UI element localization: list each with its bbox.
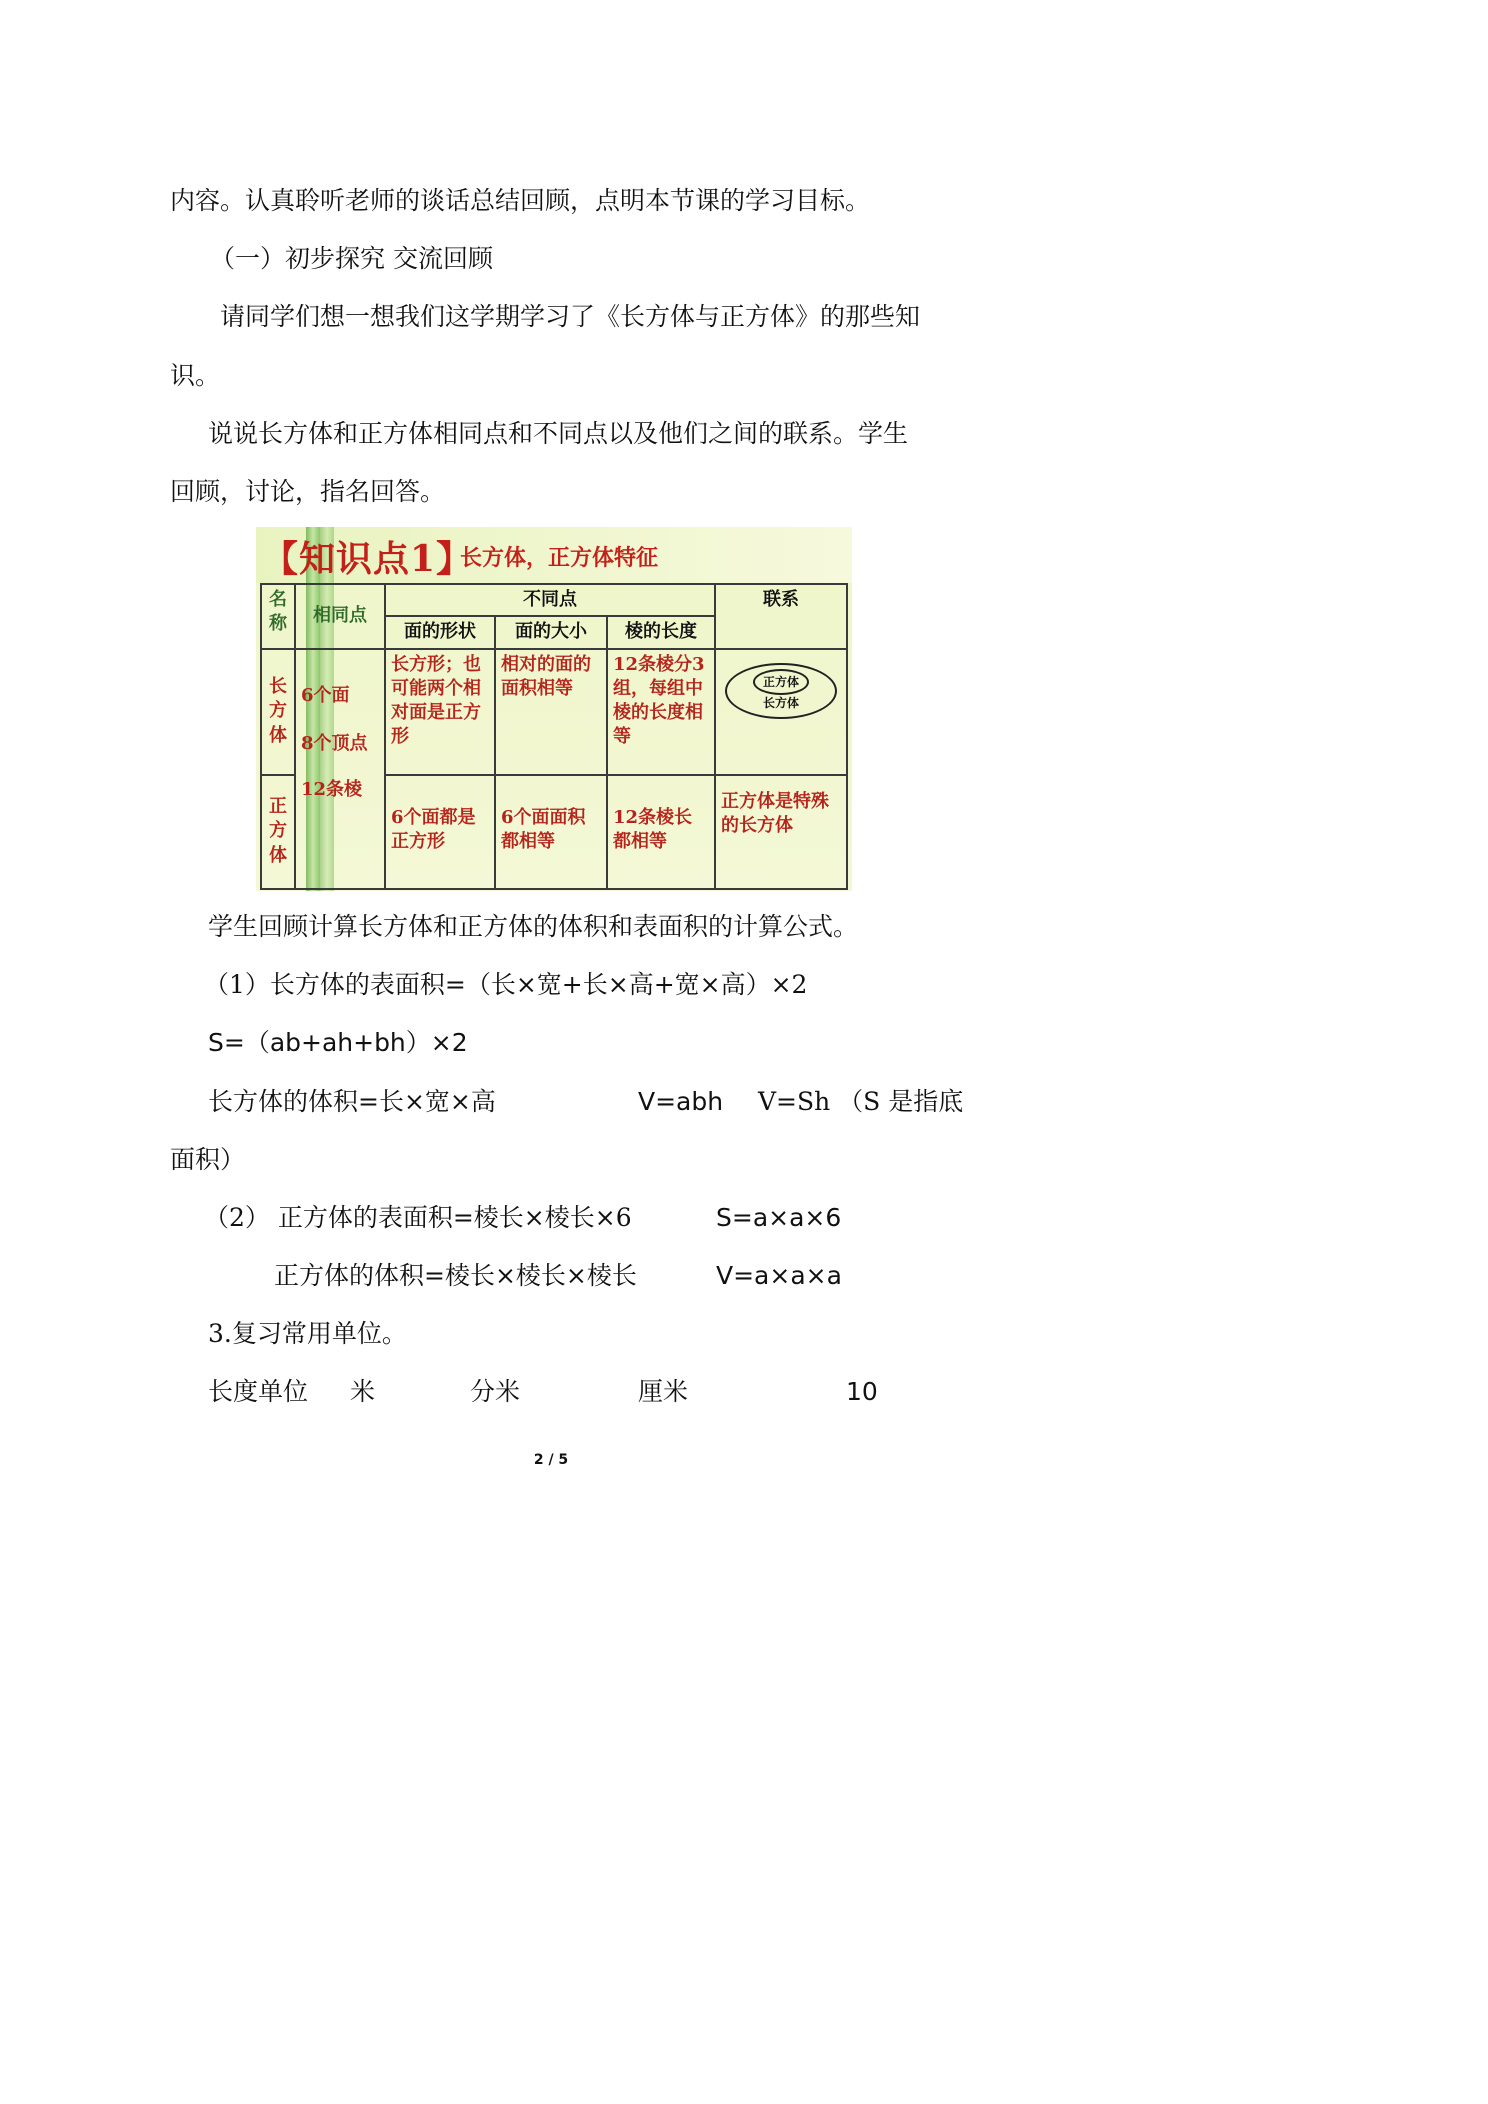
same-points-cell [295, 649, 385, 889]
header-edge: 棱的长度 [607, 616, 715, 648]
formula: V=Sh （S 是指底 [758, 1087, 964, 1116]
formula: （2） 正方体的表面积=棱长×棱长×6 [204, 1203, 632, 1232]
unit-label: 米 [350, 1377, 376, 1406]
header-size: 面的大小 [495, 616, 607, 648]
cube-size: 6个面面积都相等 [495, 775, 607, 889]
paragraph: 识。 [170, 361, 221, 390]
same-point: 6个面 [301, 684, 350, 706]
set-ellipse-diagram [725, 663, 837, 719]
header-link: 联系 [715, 584, 847, 649]
paragraph: 回顾，讨论，指名回答。 [170, 477, 446, 506]
formula: （1）长方体的表面积=（长×宽+长×高+宽×高）×2 [204, 970, 808, 999]
paragraph: 学生回顾计算长方体和正方体的体积和表面积的计算公式。 [208, 912, 859, 941]
figure-subtitle: 长方体，正方体特征 [460, 545, 659, 571]
paragraph: 请同学们想一想我们这学期学习了《长方体与正方体》的那些知 [220, 302, 921, 331]
row-cube-name: 正方体 [261, 775, 295, 889]
section-heading: （一）初步探究 交流回顾 [210, 244, 493, 273]
formula: S=a×a×6 [716, 1203, 842, 1232]
header-shape: 面的形状 [385, 616, 495, 648]
figure-title: 【知识点1】 [262, 538, 474, 580]
cuboid-shape: 长方形；也可能两个相对面是正方形 [385, 649, 495, 775]
paragraph: 内容。认真聆听老师的谈话总结回顾，点明本节课的学习目标。 [170, 186, 871, 215]
ellipse-outer-label: 长方体 [762, 695, 799, 710]
formula: 面积） [170, 1145, 246, 1174]
knowledge-point-figure [256, 527, 852, 891]
cube-edge: 12条棱长都相等 [607, 775, 715, 889]
header-name: 名称 [261, 584, 295, 649]
cube-shape: 6个面都是正方形 [385, 775, 495, 889]
formula: S=（ab+ah+bh）×2 [208, 1028, 468, 1057]
unit-label: 厘米 [638, 1377, 689, 1406]
formula: V=a×a×a [716, 1261, 842, 1290]
cuboid-size: 相对的面的面积相等 [495, 649, 607, 775]
features-table [260, 583, 848, 890]
formula: V=abh [638, 1087, 724, 1116]
same-point: 8个顶点 [301, 732, 368, 754]
link-diagram-cell [715, 649, 847, 775]
cuboid-edge: 12条棱分3组，每组中棱的长度相等 [607, 649, 715, 775]
header-same: 相同点 [295, 584, 385, 649]
formula: 正方体的体积=棱长×棱长×棱长 [274, 1261, 637, 1290]
ellipse-inner: 正方体 [753, 669, 809, 695]
header-diff: 不同点 [385, 584, 715, 616]
paragraph: 说说长方体和正方体相同点和不同点以及他们之间的联系。学生 [208, 419, 909, 448]
unit-value: 10 [846, 1377, 878, 1406]
section-heading: 3.复习常用单位。 [208, 1319, 407, 1348]
page-number: 2 / 5 [533, 1452, 569, 1468]
formula: 长方体的体积=长×宽×高 [208, 1087, 496, 1116]
unit-label: 长度单位 [208, 1377, 309, 1406]
unit-label: 分米 [470, 1377, 521, 1406]
row-cuboid-name: 长方体 [261, 649, 295, 775]
same-point: 12条棱 [301, 779, 363, 801]
link-text: 正方体是特殊的长方体 [715, 775, 847, 889]
